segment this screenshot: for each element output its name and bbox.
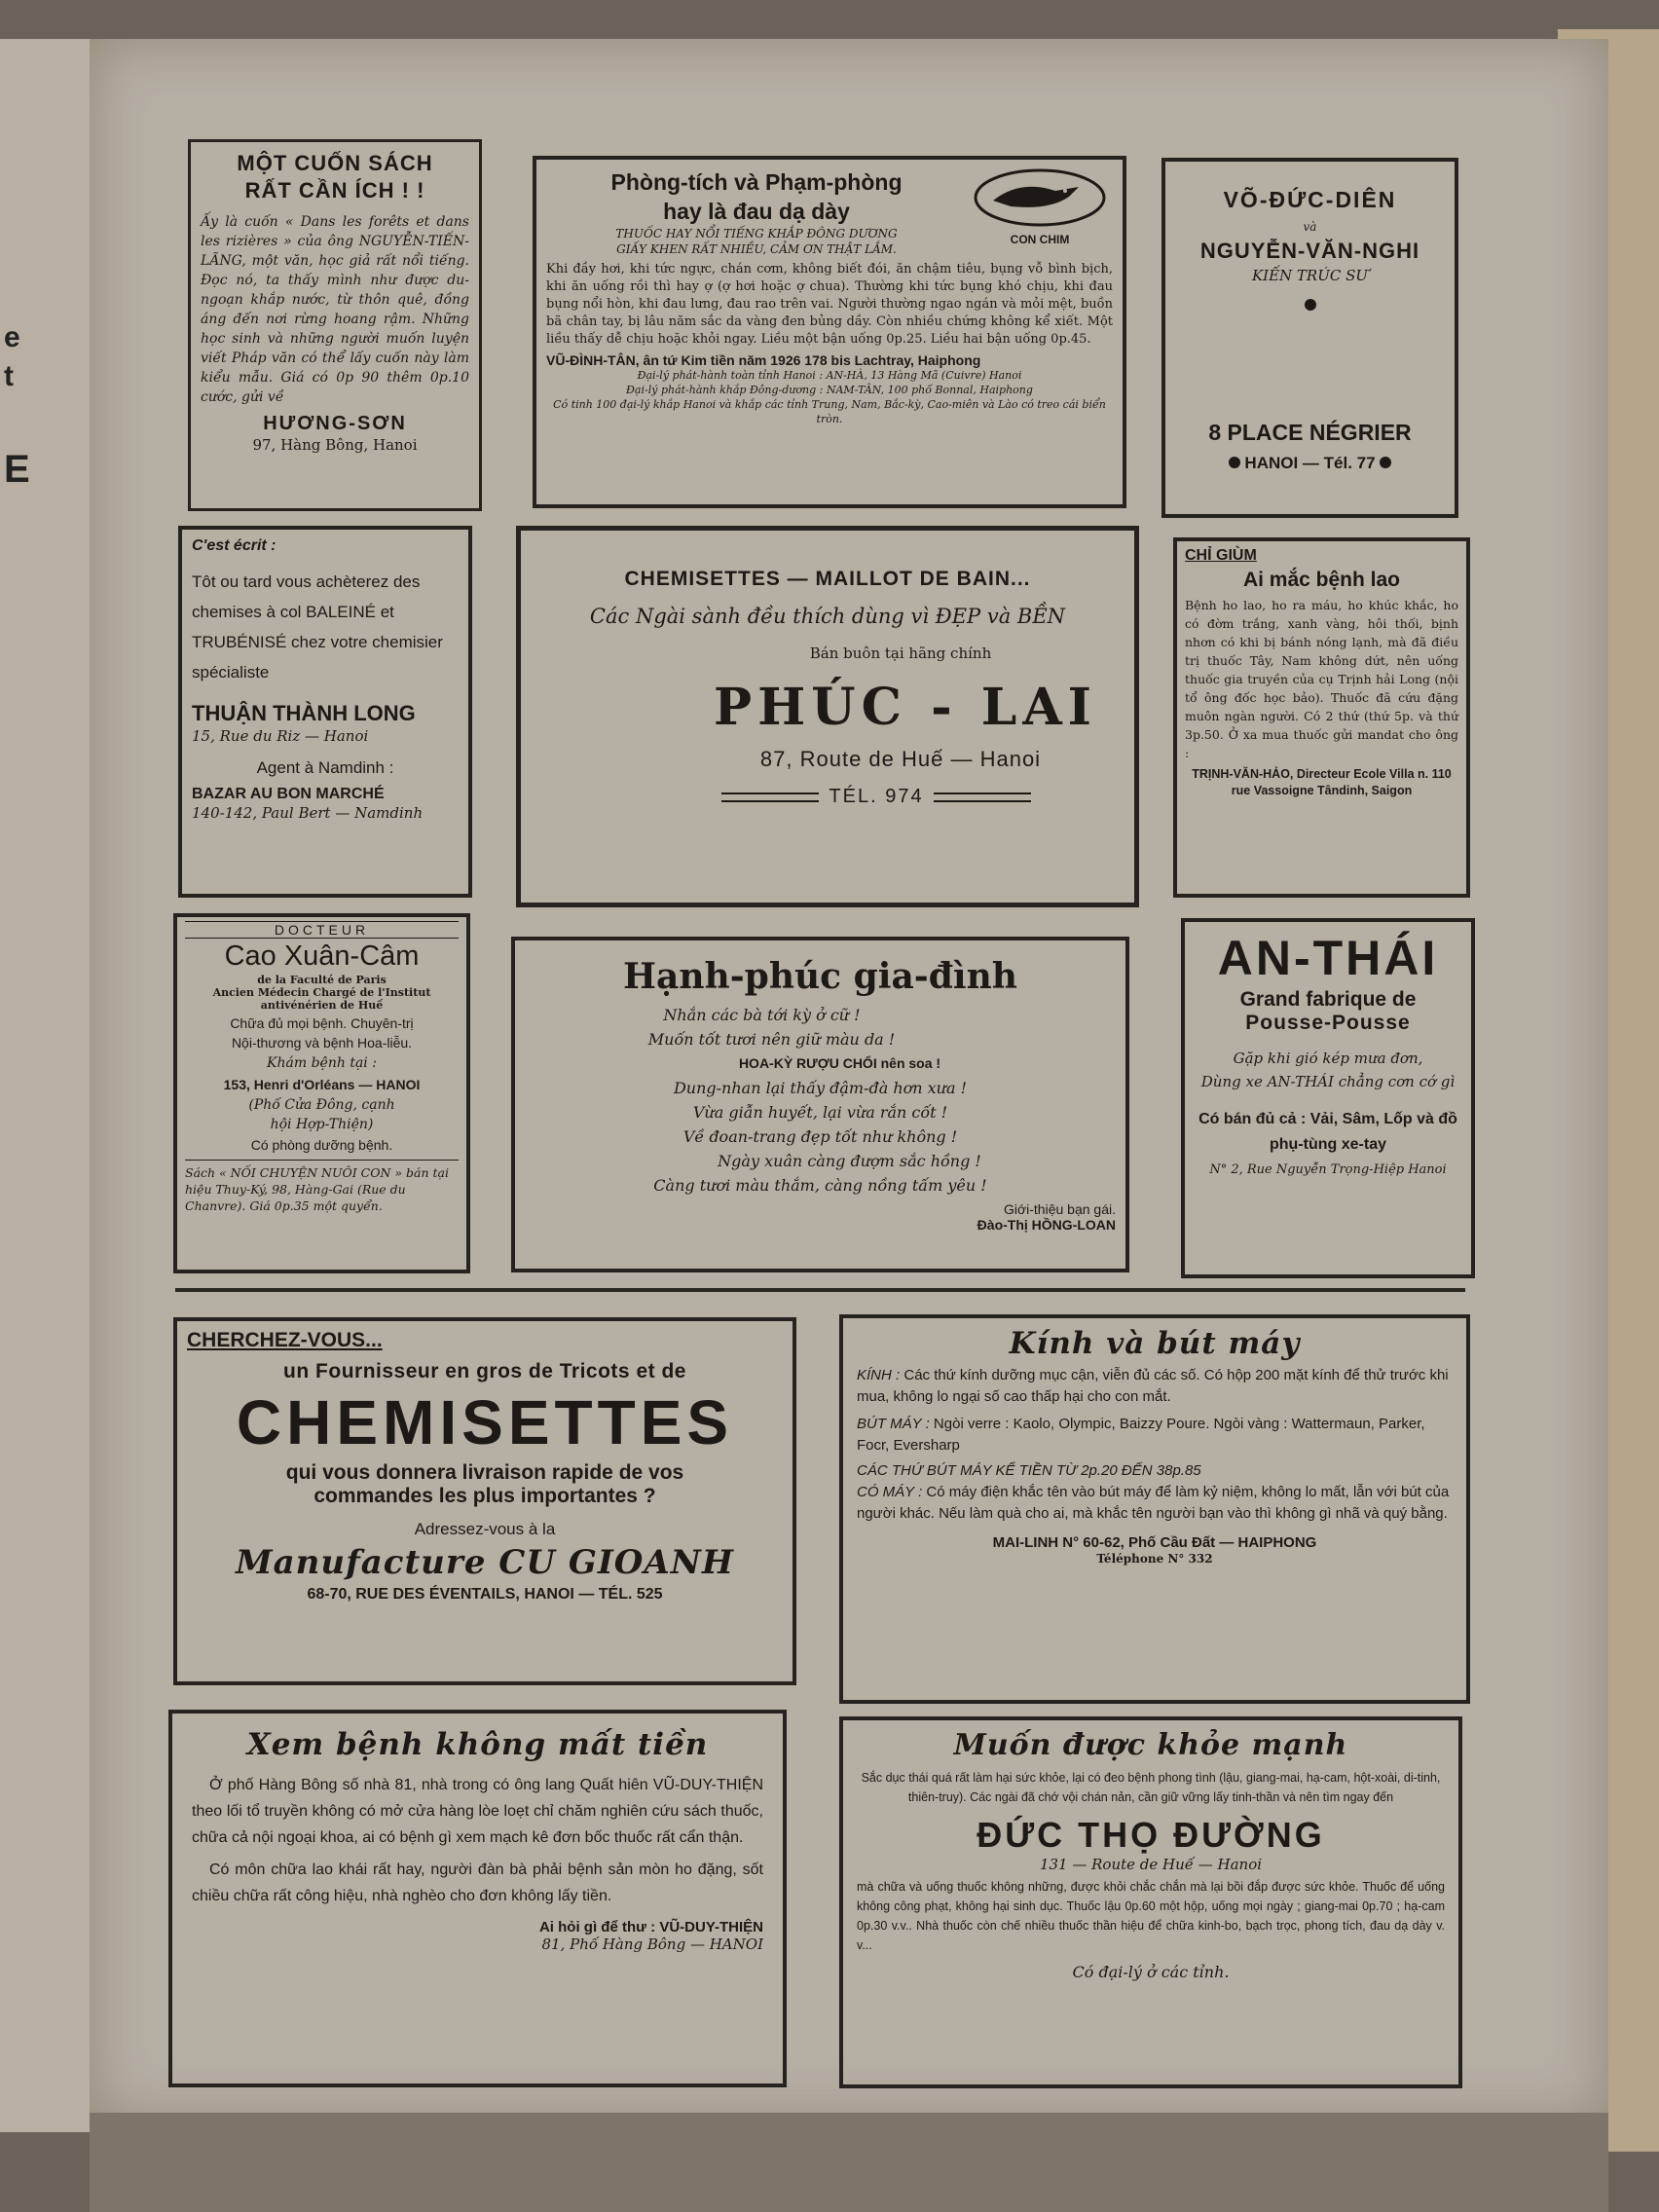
ad-title: Phòng-tích và Phạm-phòng xyxy=(610,169,903,195)
ad-hanh-phuc-gia-dinh xyxy=(511,937,1129,1272)
ad-body: Khi đầy hơi, khi tức ngực, chán cơm, không biết đói, ăn chậm tiêu, bụng vỗ bình bịch, khi ăn uống rồi thì hay ợ (ợ hơi hoặc ợ chua). Thường khi tức bụng khó chịu, khi đau bụng nổi hòn, khi đau lưng, đau rao trên vai. Người thường ngao ngán và mỏi mệt, buồn bã chân tay, bị lâu năm sắc da vàng đen bủng dầy. Còn nhiều chứng không kể xiết. Một liều thấy dễ chịu hoặc khỏi ngay. Liều một bận uống 0p.25. Liều hai bận uống 0p.45. xyxy=(546,262,1113,347)
shop-tel: Téléphone N° 332 xyxy=(1096,1552,1213,1566)
bullet-icon xyxy=(1380,457,1391,468)
doctor-credential: Ancien Médecin Chargé de l'Institut antivénérien de Huế xyxy=(212,986,431,1012)
ad-intro: Sắc dục thái quá rất làm hại sức khỏe, lại có đeo bệnh phong tình (lậu, giang-mai, hạ-cam, hột-xoài, di-tinh, thiên-truy). Các ngài đã chớ vội chán nản, cần giữ vững lấy tinh-thần và nên tìm ngay đến xyxy=(861,1771,1441,1804)
agent-name: BAZAR AU BON MARCHÉ xyxy=(192,786,385,802)
left-page-edge xyxy=(0,39,93,2132)
verse-line: Ngày xuân càng đượm sắc hồng ! xyxy=(718,1152,981,1170)
ad-heading: C'est écrit : xyxy=(192,537,276,554)
brand-address: 87, Route de Huế — Hanoi xyxy=(759,747,1042,771)
ad-tagline: THUỐC HAY NỔI TIẾNG KHẮP ĐÔNG DƯƠNG xyxy=(615,227,898,240)
book-note: Sách « NỐI CHUYỆN NUÔI CON » bán tại hiệu Thuy-Ký, 98, Hàng-Gai (Rue du Chanvre). Giá 0p.35 một quyển. xyxy=(185,1165,449,1213)
verse-line: Dung-nhan lại thấy đậm-đà hơn xưa ! xyxy=(673,1079,968,1097)
ad-an-thai xyxy=(1181,918,1475,1278)
maker-line: VŨ-ĐÌNH-TÂN, ân tứ Kim tiền năm 1926 178 bis Lachtray, Haiphong xyxy=(546,352,981,368)
shop-address: N° 2, Rue Nguyễn Trọng-Hiệp Hanoi xyxy=(1209,1162,1447,1177)
section-text: Các thứ kính dưỡng mục cận, viễn đủ các số. Có hộp 200 mặt kính để thử trước khi mua, không lo ngại số cao thấp hại cho con mắt. xyxy=(857,1367,1449,1405)
office-city: HANOI — Tél. 77 xyxy=(1244,454,1376,472)
ad-mot-cuon-sach xyxy=(188,139,482,511)
ad-vo-duc-dien xyxy=(1161,158,1458,518)
intro-line: Giới-thiệu bạn gái. xyxy=(1003,1201,1116,1217)
ad-title: hay là đau dạ dày xyxy=(663,199,850,224)
signature-line: Ai hỏi gì để thư : VŨ-DUY-THIỆN xyxy=(538,1919,763,1936)
ad-phong-tich xyxy=(533,156,1126,508)
shop-address: 15, Rue du Riz — Hanoi xyxy=(192,727,369,745)
brand-address: 131 — Route de Huế — Hanoi xyxy=(1039,1856,1263,1873)
ad-body: mà chữa và uống thuốc không những, được khỏi chắc chắn mà lại bồi đắp được sức khỏe. Thuốc để uống không công phạt, không hại sinh dục. Thuốc lậu 0p.60 một hộp, uống mọi ngày ; giang-mai 0p.70 ; hạ-cam 0p.30 v.v.. Nhà thuốc còn chế nhiều thuốc thần hiệu để chữa kinh-bo, bạch trọc, phong tích, đau dạ dày v. v... xyxy=(857,1880,1445,1952)
signature-line: 81, Phố Hàng Bông — HANOI xyxy=(541,1936,763,1953)
office-address: 8 PLACE NÉGRIER xyxy=(1208,420,1412,445)
ad-cao-xuan-cam xyxy=(173,913,470,1273)
ad-title: Xem bệnh không mất tiền xyxy=(246,1727,709,1762)
ad-tagline: GIẤY KHEN RẤT NHIỀU, CẢM ƠN THẬT LẮM. xyxy=(616,242,897,256)
ad-title: Hạnh-phúc gia-đình xyxy=(623,956,1017,997)
ad-contact: TRỊNH-VĂN-HẢO, Directeur Ecole Villa n. 110 rue Vassoigne Tândinh, Saigon xyxy=(1192,767,1452,797)
ad-kinh-but-may xyxy=(839,1314,1470,1704)
price-line: CÁC THỨ BÚT MÁY KỂ TIỀN TỪ 2p.20 ĐẾN 38p.85 xyxy=(857,1462,1201,1479)
section-label: KÍNH : xyxy=(857,1367,901,1383)
ad-title: Ai mắc bệnh lao xyxy=(1242,569,1401,591)
verse-line: Dùng xe AN-THÁI chẳng cơn cớ gì xyxy=(1200,1073,1456,1090)
ad-title: Muốn được khỏe mạnh xyxy=(953,1728,1348,1762)
verse-line: HOA-KỲ RƯỢU CHỔI nên soa ! xyxy=(738,1055,941,1071)
agent-line: Có tinh 100 đại-lý khắp Hanoi và khắp các tỉnh Trung, Nam, Bắc-kỳ, Cao-miên và Lào có treo cái biển tròn. xyxy=(553,398,1106,425)
ad-benh-lao xyxy=(1173,537,1470,898)
doctor-credential: de la Faculté de Paris xyxy=(257,974,387,986)
clinic-address: 153, Henri d'Orléans — HANOI xyxy=(223,1077,421,1092)
product-line: Có bán đủ cả : Vải, Sâm, Lốp và đồ phụ-tùng xe-tay xyxy=(1198,1111,1457,1153)
agent-label: Agent à Namdinh : xyxy=(256,758,394,777)
ad-paragraph: Có môn chữa lao khái rất hay, người đàn bà phải bệnh sản mòn ho đặng, sốt chiều chữa rất công hiệu, nhà nghèo cho đơn không lấy tiền. xyxy=(192,1862,763,1904)
ad-muon-duoc-khoe-manh xyxy=(839,1716,1462,2088)
ad-body: Tôt ou tard vous achèterez des chemises à col BALEINÉ et TRUBÉNISÉ chez votre chemisier spécialiste xyxy=(192,572,443,682)
shop-address: 97, Hàng Bông, Hanoi xyxy=(252,436,418,454)
ad-heading: CHERCHEZ-VOUS... xyxy=(187,1329,383,1351)
brand-sub: Grand fabrique de xyxy=(1239,988,1417,1011)
section-text: Ngòi verre : Kaolo, Olympic, Baizzy Poure. Ngòi vàng : Wattermaun, Parker, Focr, Eversharp xyxy=(857,1416,1425,1454)
bullet-icon xyxy=(1305,299,1316,311)
ad-headline: CHEMISETTES xyxy=(236,1387,734,1457)
verse-line: Muốn tốt tươi nên giữ màu da ! xyxy=(647,1030,896,1049)
logo-label: CON CHIM xyxy=(1010,233,1070,246)
shop-line: MAI-LINH N° 60-62, Phố Cầu Đất — HAIPHONG xyxy=(992,1534,1317,1551)
agents-line: Có đại-lý ở các tỉnh. xyxy=(1072,1963,1230,1981)
ad-line: commandes les plus importantes ? xyxy=(313,1485,656,1507)
ad-heading: DOCTEUR xyxy=(185,921,459,939)
agent-line: Đại-lý phát-hành toàn tỉnh Hanoi : AN-HÀ, 13 Hàng Mã (Cuivre) Hanoi xyxy=(637,369,1022,382)
ad-line: un Fournisseur en gros de Tricots et de xyxy=(283,1360,686,1382)
conjunction: và xyxy=(1303,220,1317,234)
divider xyxy=(175,1288,1465,1292)
ad-heading: CHỈ GIÙM xyxy=(1185,547,1257,564)
section-label: BÚT MÁY : xyxy=(857,1416,930,1432)
agent-address: 140-142, Paul Bert — Namdinh xyxy=(192,804,424,822)
section-label: CÓ MÁY : xyxy=(857,1484,923,1500)
section-text: Có máy điện khắc tên vào bút máy để làm kỷ niệm, không lo mất, lẫn với bút của người khác. Nếu làm quà cho ai, mà khắc tên người bạn vào thì không gì nhã và quý bằng. xyxy=(857,1484,1450,1522)
shop-name: THUẬN THÀNH LONG xyxy=(192,701,416,725)
ad-heading: CHEMISETTES — MAILLOT DE BAIN... xyxy=(624,568,1031,590)
clinic-near: (Phố Cửa Đông, cạnh xyxy=(248,1097,395,1113)
left-fragment: t xyxy=(4,360,14,392)
verse-line: Về đoan-trang đẹp tốt như không ! xyxy=(682,1127,958,1146)
brand-name: PHÚC - LAI xyxy=(714,678,1097,737)
profession: KIẾN TRÚC SƯ xyxy=(1251,267,1369,284)
table-surface xyxy=(90,2113,1608,2212)
ad-xem-benh xyxy=(168,1710,787,2087)
architect-name: NGUYỄN-VĂN-NGHI xyxy=(1199,239,1420,263)
maker-name: Manufacture CU GIOANH xyxy=(236,1543,734,1582)
treatment-line: Chữa đủ mọi bệnh. Chuyên-trị xyxy=(230,1015,414,1031)
bird-icon xyxy=(972,167,1108,228)
verse-line: Gặp khi gió kép mưa đơn, xyxy=(1233,1050,1423,1067)
ad-phuc-lai xyxy=(516,526,1139,907)
architect-name: VÕ-ĐỨC-DIÊN xyxy=(1223,187,1397,212)
bird-logo xyxy=(967,167,1113,247)
ad-line: qui vous donnera livraison rapide de vos xyxy=(285,1461,684,1484)
bullet-icon xyxy=(1229,457,1240,468)
ad-body: Bệnh ho lao, ho ra máu, ho khúc khắc, ho có đờm trắng, xanh vàng, hôi thối, bịnh nhơn có khi bị bánh nóng lạnh, mà đã điều trị thuốc Tây, Nam không dứt, nên uống thuốc gia truyền của cụ Trịnh hải Long (nội tổ ông đốc học bảo). Thuốc đã cứu đặng muôn ngàn người. Có 2 thứ (thứ 5p. và thứ 3p.50. Ở xa mua thuốc gửi mandat cho ông : xyxy=(1185,598,1458,760)
ad-body: Ấy là cuốn « Dans les forêts et dans les rizières » của ông NGUYỄN-TIẾN-LÃNG, một văn, học giả rất nổi tiếng. Đọc nó, ta thấy mình như được du-ngoạn khắp nước, từ thôn quê, đồng áng đến nơi rừng hoang rậm. Những học sinh và những người muốn luyện viết Pháp văn có thể lấy cuốn này làm kiểu mẫu. Giá có 0p 90 thêm 0p.10 cước, gửi về xyxy=(201,214,469,405)
left-fragment: E xyxy=(4,448,30,491)
address-label: Adressez-vous à la xyxy=(414,1520,556,1538)
ad-sub: Bán buôn tại hãng chính xyxy=(809,645,992,662)
ad-slogan: Các Ngài sành đều thích dùng vì ĐẸP và BỀN xyxy=(589,605,1066,628)
verse-line: Càng tươi màu thắm, càng nồng tấm yêu ! xyxy=(653,1176,987,1195)
brand-name: ĐỨC THỌ ĐƯỜNG xyxy=(977,1815,1325,1855)
left-fragment: e xyxy=(4,321,20,353)
ad-cherchez-vous xyxy=(173,1317,796,1685)
brand-sub: Pousse-Pousse xyxy=(1245,1012,1411,1034)
brand-name: AN-THÁI xyxy=(1217,931,1439,985)
doctor-name: Cao Xuân-Câm xyxy=(224,940,420,972)
clinic-room: Có phòng dưỡng bệnh. xyxy=(185,1134,459,1161)
clinic-near: hội Hợp-Thiện) xyxy=(270,1117,374,1132)
visit-label: Khám bệnh tại : xyxy=(267,1055,377,1071)
ad-title: Kính và bút máy xyxy=(1009,1326,1301,1361)
maker-address: 68-70, RUE DES ÉVENTAILS, HANOI — TÉL. 525 xyxy=(307,1586,663,1603)
verse-line: Vừa giẫn huyết, lại vừa rắn cốt ! xyxy=(692,1103,948,1122)
author-line: Đào-Thị HỒNG-LOAN xyxy=(977,1217,1116,1233)
telephone: TÉL. 974 xyxy=(829,786,924,807)
ad-title: MỘT CUỐN SÁCH RẤT CẦN ÍCH ! ! xyxy=(237,151,433,203)
treatment-line: Nội-thương và bệnh Hoa-liễu. xyxy=(231,1035,413,1051)
agent-line: Đại-lý phát-hành khắp Đông-dương : NAM-TÂN, 100 phố Bonnal, Haiphong xyxy=(626,384,1033,396)
ad-cest-ecrit xyxy=(178,526,472,898)
shop-name: HƯƠNG-SƠN xyxy=(263,413,407,434)
ad-paragraph: Ở phố Hàng Bông số nhà 81, nhà trong có ông lang Quất hiên VŨ-DUY-THIỆN theo lối tổ truyền không có mở cửa hàng lòe loẹt chỉ chăm nghiên cứu sách thuốc, chữa cả nội ngoại khoa, ai có bệnh gì xem mạch kê đơn bốc thuốc rất cẩn thận. xyxy=(192,1777,763,1846)
verse-line: Nhắn các bà tới kỳ ở cữ ! xyxy=(663,1006,861,1024)
